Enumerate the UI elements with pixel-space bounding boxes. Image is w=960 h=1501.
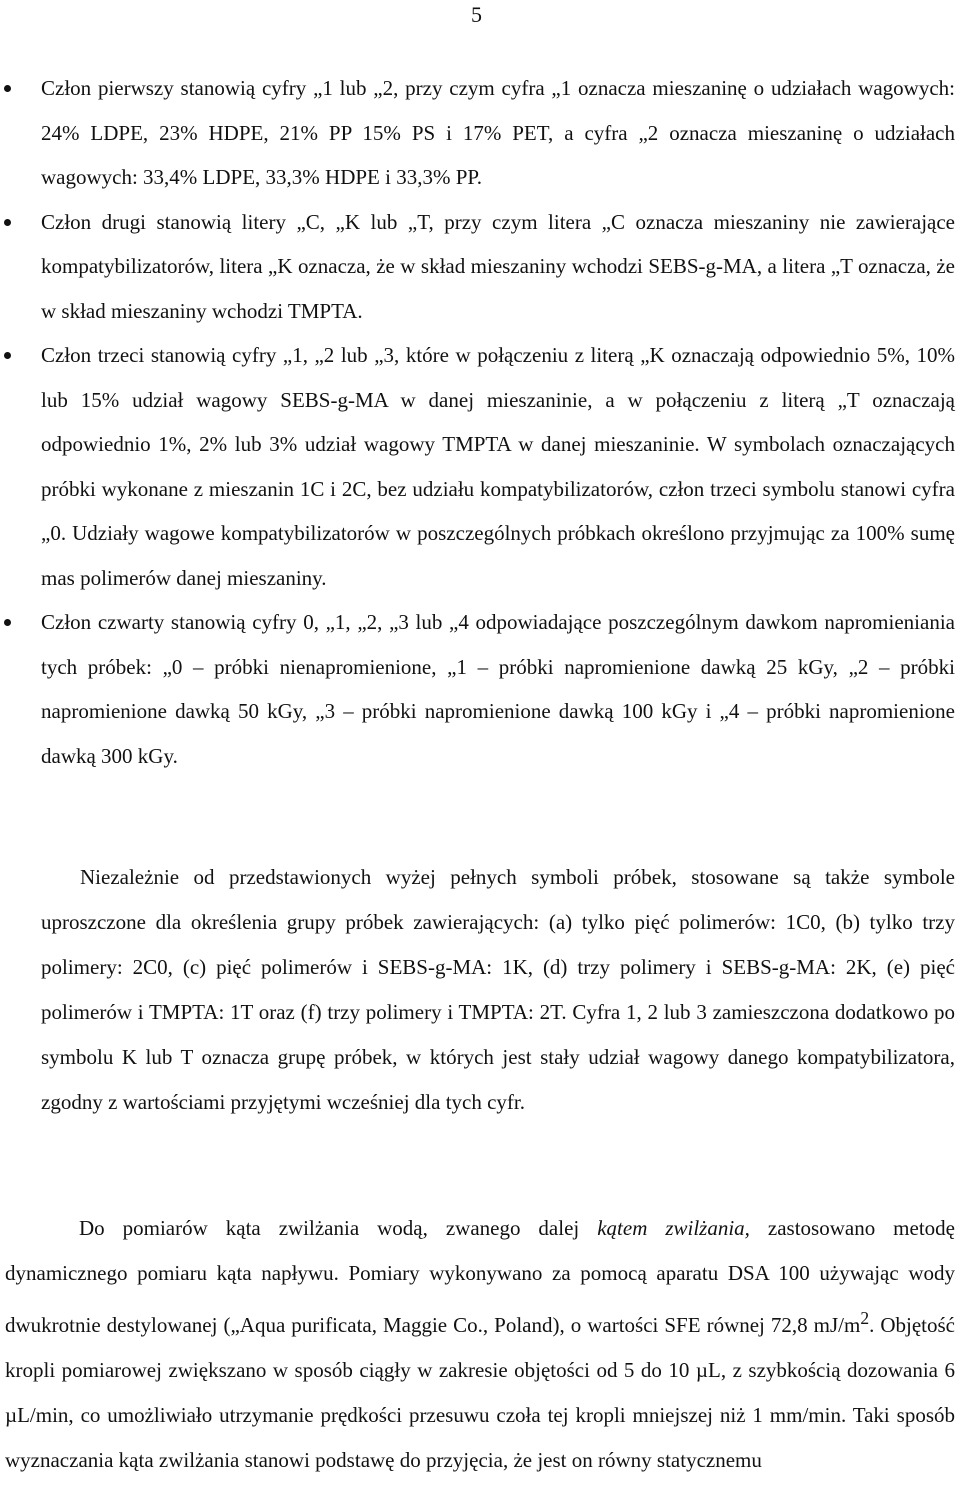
paragraph-sample-symbols: Niezależnie od przedstawionych wyżej pełnych symboli próbek, stosowane są także symbole uproszczone dla określenia grupy próbek zawierających: (a) tylko pięć polimerów: 1C0, (b) tylko trzy polimery: 2C0, (c) pięć polimerów i SEBS-g-MA: 1K, (d) trzy polimery i SEBS-g-MA: 2K, (e) pięć polimerów i TMPTA: 1T oraz (f) trzy polimery i TMPTA: 2T. Cyfra 1, 2 lub 3 zamieszczona dodatkowo po symbolu K lub T oznacza grupę próbek, w których jest stały udział wagowy danego kompatybilizatora, zgodny z wartościami przyjętymi wcześniej dla tych cyfr. bbox=[41, 865, 955, 1114]
superscript: 2 bbox=[860, 1308, 870, 1328]
bullet-icon bbox=[4, 619, 11, 626]
paragraph-wetting-angle bbox=[5, 1206, 955, 1476]
bullet-text: Człon trzeci stanowią cyfry „1, „2 lub „3, które w połączeniu z literą „K oznaczają odpowiednio 5%, 10% lub 15% udział wagowy SEBS-g-MA w danej mieszaninie, a w połączeniu z literą „T oznaczają odpowiednio 1%, 2% lub 3% udział wagowy TMPTA w danej mieszaninie. W symbolach oznaczających próbki wykonane z mieszanin 1C i 2C, bez udziału kompatybilizatorów, człon trzeci symbolu stanowi cyfra „0. Udziały wagowe kompatybilizatorów w poszczególnych próbkach określono przyjmując za 100% sumę mas polimerów danej mieszaniny. bbox=[41, 343, 955, 590]
bullet-icon bbox=[4, 85, 11, 92]
bullet-text: Człon drugi stanowią litery „C, „K lub „T, przy czym litera „C oznacza mieszaniny nie zawierające kompatybilizatorów, litera „K oznacza, że w skład mieszaniny wchodzi SEBS-g-MA, a litera „T oznacza, że w skład mieszaniny wchodzi TMPTA. bbox=[41, 209, 955, 323]
paragraph-text-part: Do pomiarów kąta zwilżania wodą, zwanego dalej bbox=[79, 1216, 598, 1240]
bullet-item bbox=[0, 333, 960, 600]
bullet-text: Człon pierwszy stanowią cyfry „1 lub „2, przy czym cyfra „1 oznacza mieszaninę o udziałach wagowych: 24% LDPE, 23% HDPE, 21% PP 15% PS i 17% PET, a cyfra „2 oznacza mieszaninę o udziałach wagowych: 33,4% LDPE, 33,3% HDPE i 33,3% PP. bbox=[41, 76, 955, 189]
bullet-text: Człon czwarty stanowią cyfry 0, „1, „2, „3 lub „4 odpowiadające poszczególnym dawkom napromieniania tych próbek: „0 – próbki nienapromienione, „1 – próbki napromienione dawką 25 kGy, „2 – próbki napromienione dawką 50 kGy, „3 – próbki napromienione dawką 100 kGy i „4 – próbki napromienione dawką 300 kGy. bbox=[41, 610, 955, 768]
bullet-list bbox=[0, 66, 960, 778]
emphasized-term: kątem zwilżania, bbox=[597, 1216, 750, 1240]
bullet-icon bbox=[4, 352, 11, 359]
bullet-icon bbox=[4, 219, 11, 226]
paragraph-text-part: . Objętość kropli pomiarowej zwiększano w sposób ciągły w zakresie objętości od 5 do 10 µL, z szybkością dozowania 6 µL/min, co umożliwiało utrzymanie prędkości przesuwu czoła tej kropli mniejszej niż 1 mm/min. Taki sposób wyznaczania kąta zwilżania stanowi podstawę do przyjęcia, że jest on równy statycznemu bbox=[5, 1313, 955, 1472]
bullet-item bbox=[0, 66, 960, 200]
bullet-item bbox=[0, 200, 960, 334]
bullet-item bbox=[0, 600, 960, 778]
paragraph-text-part: zastosowano metodę dynamicznego pomiaru kąta napływu. Pomiary wykonywano za pomocą aparatu DSA 100 używając wody dwukrotnie destylowanej („Aqua purificata, Maggie Co., Poland), o wartości SFE równej 72,8 mJ/m bbox=[5, 1216, 955, 1337]
page-number: 5 bbox=[471, 2, 482, 27]
